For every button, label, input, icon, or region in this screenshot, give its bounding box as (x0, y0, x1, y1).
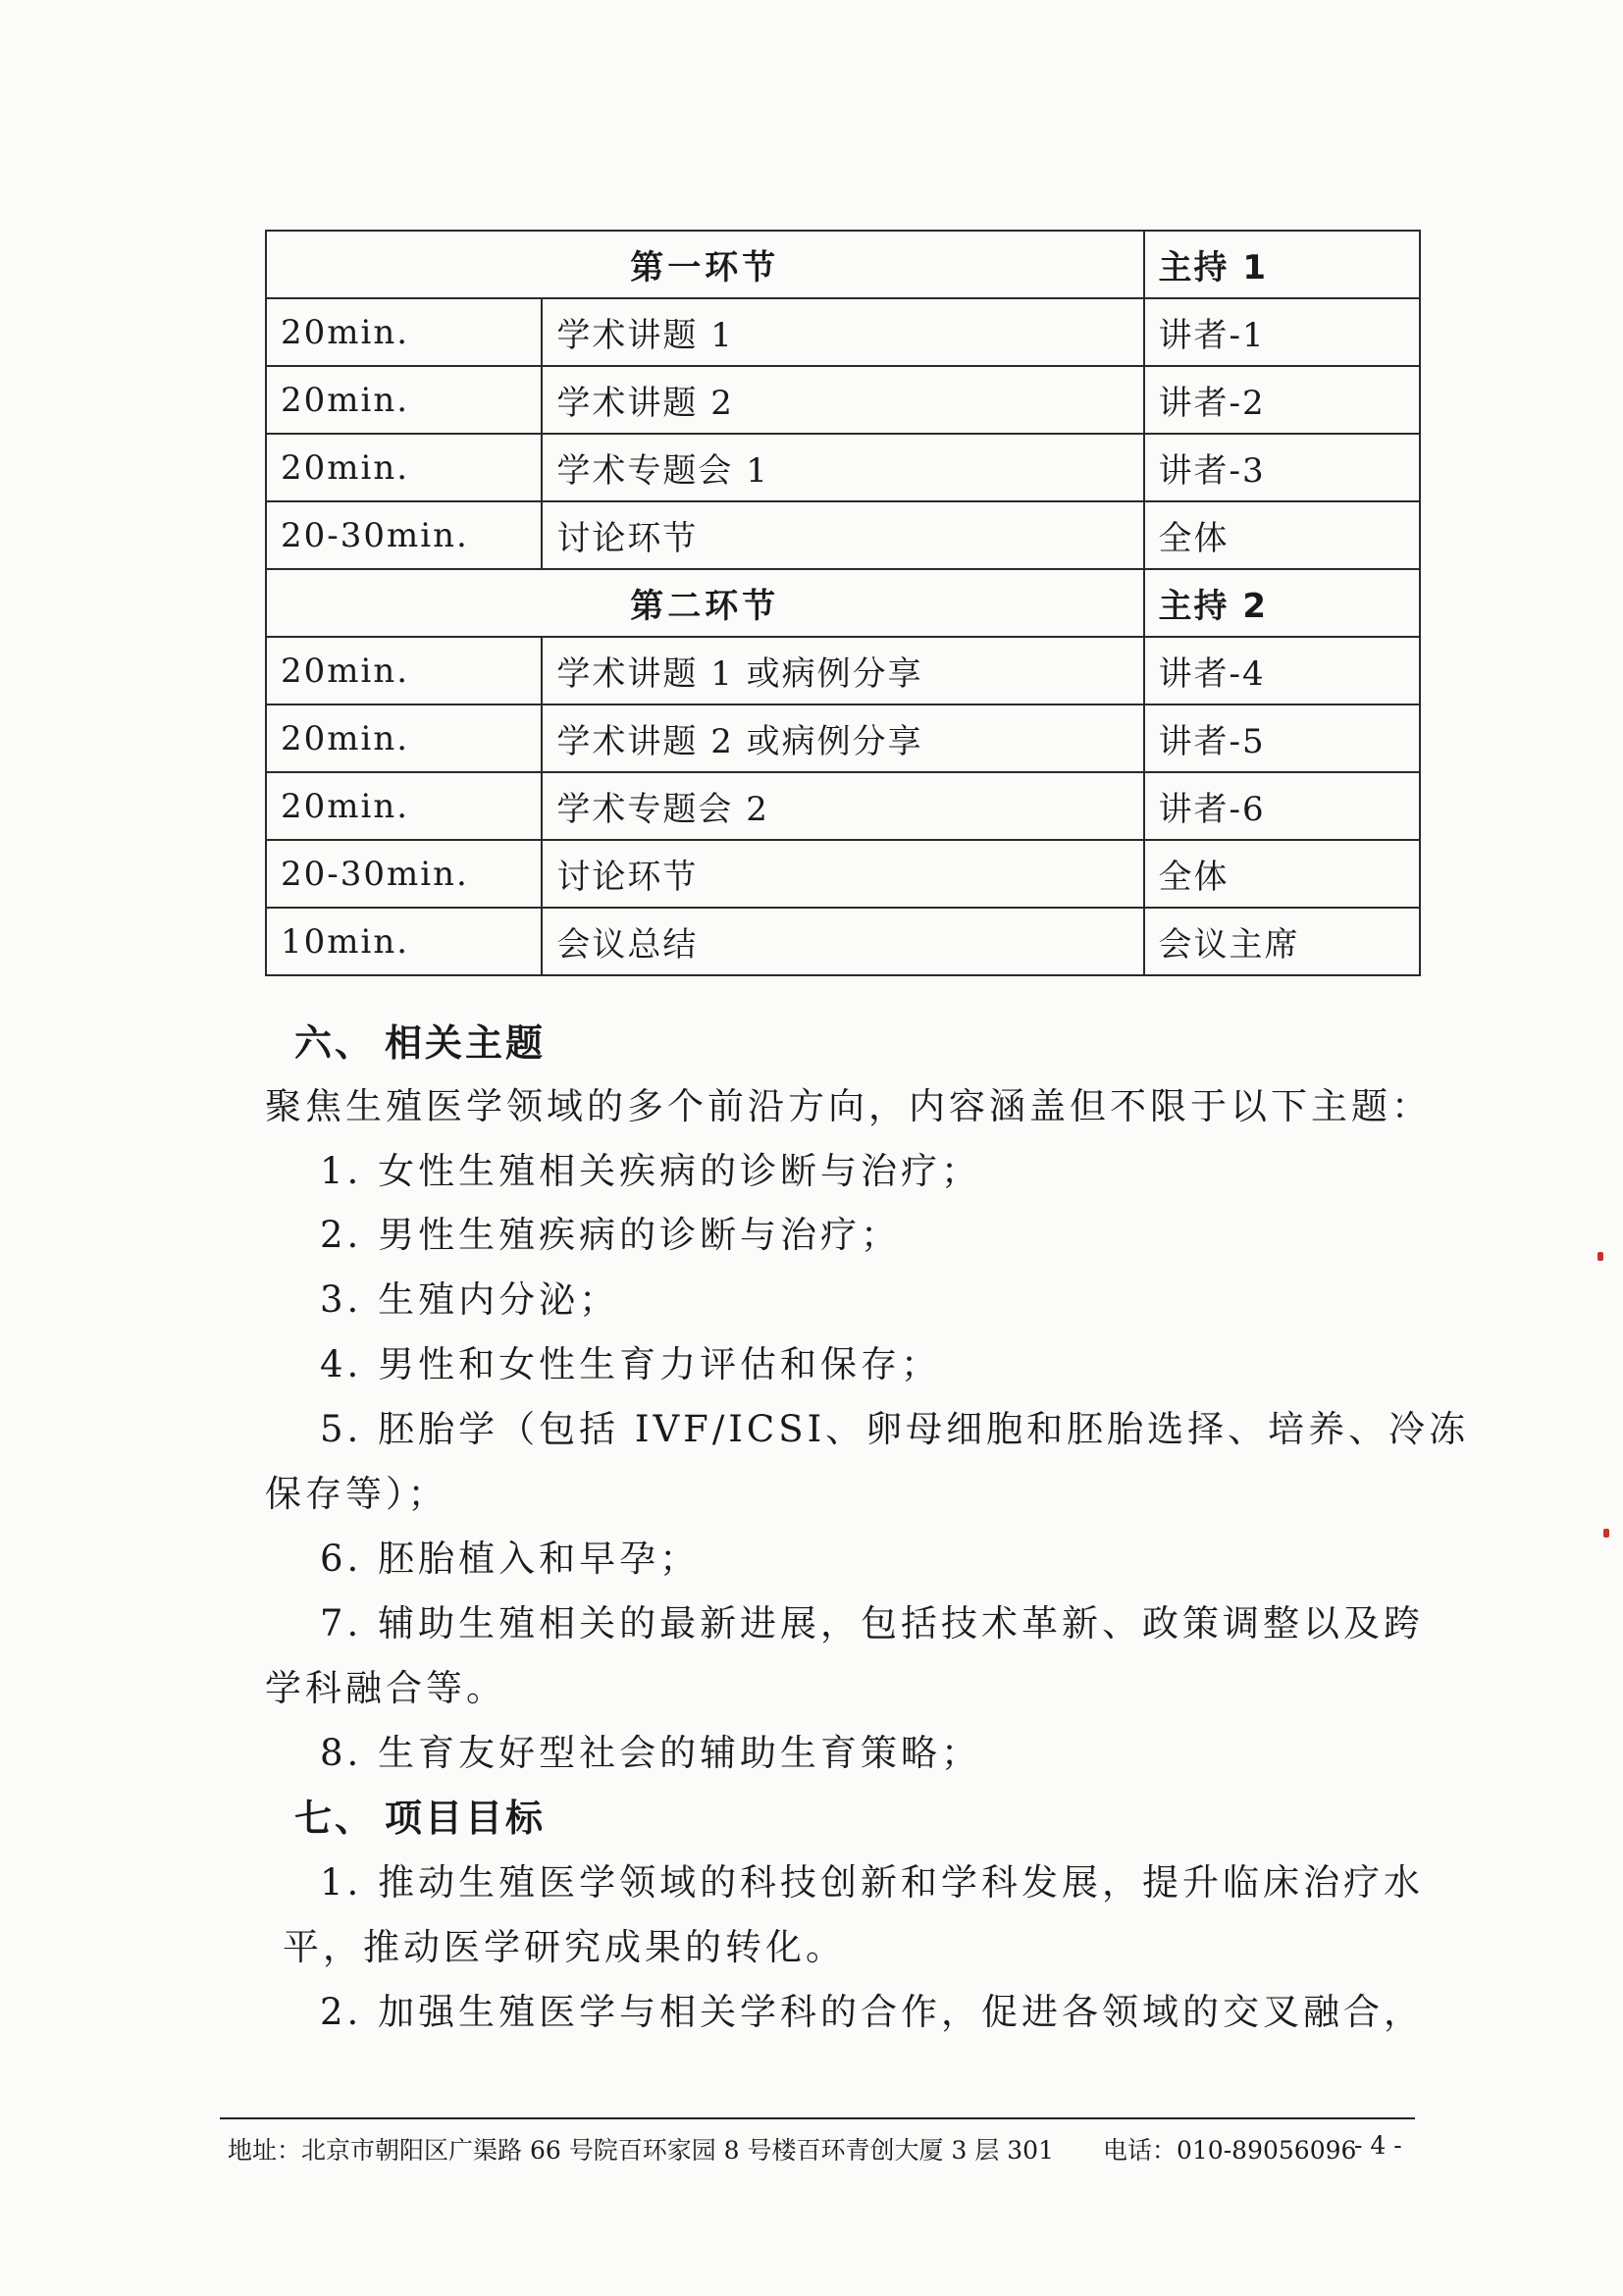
list-item: 1. 推动生殖医学领域的科技创新和学科发展，提升临床治疗水 (320, 1861, 1425, 1904)
list-item: 6. 胚胎植入和早孕； (320, 1538, 701, 1580)
table-row (266, 772, 1420, 840)
section-title: 第一环节 (266, 231, 1144, 298)
time-cell: 20-30min. (266, 501, 542, 569)
time-cell: 20min. (266, 434, 542, 501)
schedule-table (265, 230, 1421, 976)
section-7-number: 七、 (294, 1797, 376, 1840)
topic-cell: 讨论环节 (542, 840, 1143, 908)
list-item-continuation: 平，推动医学研究成果的转化。 (283, 1926, 846, 1968)
list-item: 3. 生殖内分泌； (320, 1278, 620, 1321)
footer-page-number: - 4 - (1354, 2131, 1402, 2160)
scan-mark (1603, 1529, 1609, 1538)
time-cell: 20min. (266, 298, 542, 366)
topic-cell: 学术讲题 1 或病例分享 (542, 637, 1143, 704)
footer-phone: 电话：010-89056096 (1103, 2136, 1357, 2165)
time-cell: 10min. (266, 908, 542, 975)
time-cell: 20min. (266, 772, 542, 840)
section-6-heading (294, 1013, 546, 1067)
table-row (266, 434, 1420, 501)
speaker-cell: 讲者-5 (1144, 704, 1420, 772)
topic-cell: 讨论环节 (542, 501, 1143, 569)
speaker-cell: 全体 (1144, 840, 1420, 908)
list-item: 7. 辅助生殖相关的最新进展，包括技术革新、政策调整以及跨 (320, 1602, 1425, 1644)
time-cell: 20min. (266, 704, 542, 772)
list-item: 8. 生育友好型社会的辅助生育策略； (320, 1732, 982, 1774)
speaker-cell: 讲者-6 (1144, 772, 1420, 840)
section-header-row (266, 569, 1420, 637)
speaker-cell: 讲者-2 (1144, 366, 1420, 434)
footer-address: 地址：北京市朝阳区广渠路 66 号院百环家园 8 号楼百环青创大厦 3 层 301 (228, 2136, 1054, 2165)
list-item: 2. 加强生殖医学与相关学科的合作，促进各领域的交叉融合， (320, 1991, 1425, 2033)
time-cell: 20min. (266, 637, 542, 704)
table-row (266, 840, 1420, 908)
table-row (266, 366, 1420, 434)
time-cell: 20min. (266, 366, 542, 434)
speaker-cell: 讲者-3 (1144, 434, 1420, 501)
list-item: 2. 男性生殖疾病的诊断与治疗； (320, 1214, 902, 1256)
section-7-title: 项目目标 (385, 1797, 547, 1840)
table-row (266, 298, 1420, 366)
speaker-cell: 讲者-1 (1144, 298, 1420, 366)
list-item: 1. 女性生殖相关疾病的诊断与治疗； (320, 1150, 982, 1192)
section-header-row (266, 231, 1420, 298)
topic-cell: 学术专题会 2 (542, 772, 1143, 840)
list-item-continuation: 保存等）； (265, 1473, 448, 1515)
scan-mark (1597, 1252, 1603, 1261)
topic-cell: 学术专题会 1 (542, 434, 1143, 501)
section-host: 主持 1 (1144, 231, 1420, 298)
time-cell: 20-30min. (266, 840, 542, 908)
table-row (266, 637, 1420, 704)
table-row (266, 704, 1420, 772)
section-6-intro: 聚焦生殖医学领域的多个前沿方向，内容涵盖但不限于以下主题： (265, 1085, 1432, 1127)
section-6-number: 六、 (294, 1021, 376, 1065)
table-row (266, 908, 1420, 975)
list-item-continuation: 学科融合等。 (265, 1667, 506, 1709)
footer-divider (220, 2117, 1415, 2119)
topic-cell: 学术讲题 2 (542, 366, 1143, 434)
section-7-heading (294, 1788, 546, 1842)
topic-cell: 学术讲题 1 (542, 298, 1143, 366)
section-6-title: 相关主题 (385, 1021, 547, 1065)
topic-cell: 学术讲题 2 或病例分享 (542, 704, 1143, 772)
speaker-cell: 讲者-4 (1144, 637, 1420, 704)
topic-cell: 会议总结 (542, 908, 1143, 975)
list-item: 4. 男性和女性生育力评估和保存； (320, 1343, 942, 1385)
speaker-cell: 全体 (1144, 501, 1420, 569)
list-item: 5. 胚胎学（包括 IVF/ICSI、卵母细胞和胚胎选择、培养、冷冻 (320, 1408, 1470, 1450)
table-row (266, 501, 1420, 569)
section-title: 第二环节 (266, 569, 1144, 637)
section-host: 主持 2 (1144, 569, 1420, 637)
speaker-cell: 会议主席 (1144, 908, 1420, 975)
